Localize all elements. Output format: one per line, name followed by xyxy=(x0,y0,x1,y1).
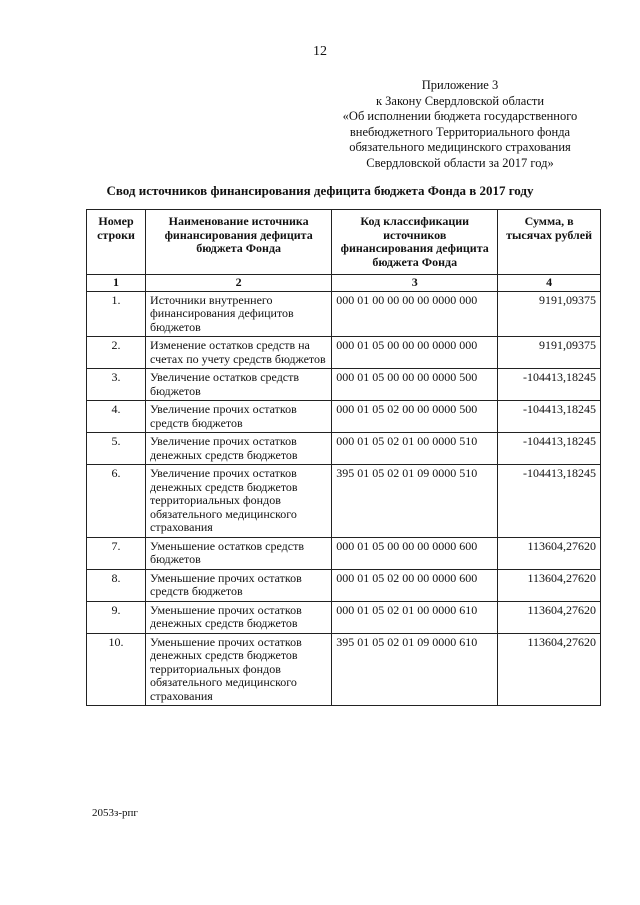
classification-code-cell: 000 01 05 02 00 00 0000 500 xyxy=(332,401,498,433)
appendix-line: обязательного медицинского страхования xyxy=(349,140,571,154)
source-name-cell: Уменьшение прочих остатков денежных средств бюджетов территориальных фондов обязательного медицинского страхования xyxy=(146,633,332,706)
column-index: 3 xyxy=(332,275,498,292)
amount-cell: 113604,27620 xyxy=(498,633,601,706)
classification-code-cell: 395 01 05 02 01 09 0000 510 xyxy=(332,465,498,538)
column-index-row xyxy=(87,275,601,292)
page-number: 12 xyxy=(313,44,327,59)
row-number-cell: 5. xyxy=(87,433,146,465)
appendix-block xyxy=(318,78,602,171)
row-number-cell: 10. xyxy=(87,633,146,706)
appendix-line: Свердловской области за 2017 год» xyxy=(366,155,554,170)
amount-cell: -104413,18245 xyxy=(498,369,601,401)
header-classification-code: Код классификации источников финансирования дефицита бюджета Фонда xyxy=(332,210,498,275)
amount-cell: 113604,27620 xyxy=(498,569,601,601)
document-footer-code: 2053з-рпг xyxy=(92,807,138,819)
amount-cell: 9191,09375 xyxy=(498,337,601,369)
table-header-row xyxy=(87,210,601,275)
header-row-number: Номер строки xyxy=(87,210,146,275)
classification-code-cell: 000 01 05 00 00 00 0000 500 xyxy=(332,369,498,401)
financing-sources-table xyxy=(86,209,601,706)
source-name-cell: Источники внутреннего финансирования дефицитов бюджетов xyxy=(146,291,332,337)
amount-cell: 113604,27620 xyxy=(498,537,601,569)
classification-code-cell: 000 01 05 02 00 00 0000 600 xyxy=(332,569,498,601)
appendix-line: внебюджетного Территориального фонда xyxy=(349,124,571,139)
row-number-cell: 6. xyxy=(87,465,146,538)
table-row xyxy=(87,291,601,337)
classification-code-cell: 000 01 00 00 00 00 0000 000 xyxy=(332,291,498,337)
row-number-cell: 4. xyxy=(87,401,146,433)
classification-code-cell: 000 01 05 00 00 00 0000 000 xyxy=(332,337,498,369)
amount-cell: -104413,18245 xyxy=(498,401,601,433)
row-number-cell: 2. xyxy=(87,337,146,369)
table-row xyxy=(87,537,601,569)
amount-cell: -104413,18245 xyxy=(498,433,601,465)
table-row xyxy=(87,569,601,601)
row-number-cell: 1. xyxy=(87,291,146,337)
classification-code-cell: 000 01 05 00 00 00 0000 600 xyxy=(332,537,498,569)
appendix-line: к Закону Свердловской области xyxy=(375,93,545,108)
source-name-cell: Уменьшение прочих остатков средств бюджетов xyxy=(146,569,332,601)
amount-cell: 113604,27620 xyxy=(498,601,601,633)
row-number-cell: 7. xyxy=(87,537,146,569)
source-name-cell: Изменение остатков средств на счетах по учету средств бюджетов xyxy=(146,337,332,369)
document-title: Свод источников финансирования дефицита бюджета Фонда в 2017 году xyxy=(106,183,534,198)
table-row xyxy=(87,433,601,465)
appendix-line: «Об исполнении бюджета государственного xyxy=(342,109,578,123)
table-row xyxy=(87,633,601,706)
classification-code-cell: 395 01 05 02 01 09 0000 610 xyxy=(332,633,498,706)
source-name-cell: Увеличение остатков средств бюджетов xyxy=(146,369,332,401)
classification-code-cell: 000 01 05 02 01 00 0000 510 xyxy=(332,433,498,465)
amount-cell: -104413,18245 xyxy=(498,465,601,538)
column-index: 2 xyxy=(146,275,332,292)
source-name-cell: Увеличение прочих остатков денежных средств бюджетов территориальных фондов обязательного медицинского страхования xyxy=(146,465,332,538)
row-number-cell: 3. xyxy=(87,369,146,401)
row-number-cell: 9. xyxy=(87,601,146,633)
table-row xyxy=(87,337,601,369)
column-index: 1 xyxy=(87,275,146,292)
source-name-cell: Увеличение прочих остатков денежных средств бюджетов xyxy=(146,433,332,465)
header-amount: Сумма, в тысячах рублей xyxy=(498,210,601,275)
source-name-cell: Увеличение прочих остатков средств бюджетов xyxy=(146,401,332,433)
header-source-name: Наименование источника финансирования дефицита бюджета Фонда xyxy=(146,210,332,275)
column-index: 4 xyxy=(498,275,601,292)
table-row xyxy=(87,465,601,538)
table-row xyxy=(87,401,601,433)
source-name-cell: Уменьшение прочих остатков денежных средств бюджетов xyxy=(146,601,332,633)
row-number-cell: 8. xyxy=(87,569,146,601)
appendix-line: Приложение 3 xyxy=(421,78,499,92)
classification-code-cell: 000 01 05 02 01 00 0000 610 xyxy=(332,601,498,633)
table-row xyxy=(87,601,601,633)
amount-cell: 9191,09375 xyxy=(498,291,601,337)
table-row xyxy=(87,369,601,401)
source-name-cell: Уменьшение остатков средств бюджетов xyxy=(146,537,332,569)
